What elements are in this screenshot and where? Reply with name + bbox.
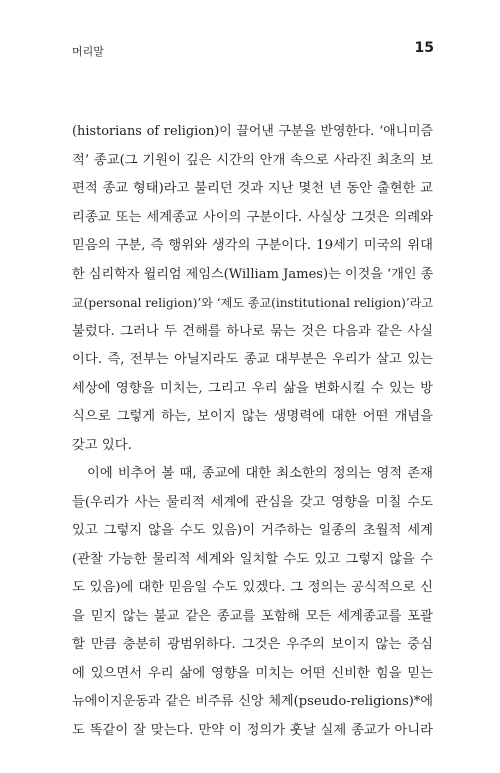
text-line: 한 심리학자 윌리엄 제임스(William James)는 이것을 ‘개인 종: [72, 266, 433, 282]
text-line: 세상에 영향을 미치는, 그리고 우리 삶을 변화시킬 수 있는 방: [72, 380, 433, 396]
text-line: 도 똑같이 잘 맞는다. 만약 이 정의가 훗날 실제 종교가 아니라: [72, 722, 433, 738]
text-line: 뉴에이지운동과 같은 비주류 신앙 체계(pseudo-religions)*에: [72, 694, 433, 709]
text-line: 믿음의 구분, 즉 행위와 생각의 구분이다. 19세기 미국의 위대: [72, 238, 433, 253]
text-line-paragraph-start: 이에 비추어 볼 때, 종교에 대한 최소한의 정의는 영적 존재: [87, 466, 433, 481]
text-line: 리종교 또는 세계종교 사이의 구분이다. 사실상 그것은 의례와: [72, 209, 433, 225]
text-line: 교(personal religion)’와 ‘제도 종교(institutional religion)’라고: [72, 296, 433, 310]
text-line: (historians of religion)이 끌어낸 구분을 반영한다. ‘애니미즘: [72, 124, 433, 139]
text-line-paragraph-end: 갖고 있다.: [72, 437, 132, 453]
text-line: 에 있으면서 우리 삶에 영향을 미치는 어떤 신비한 힘을 믿는: [72, 665, 433, 681]
text-line: 적’ 종교(그 기원이 깊은 시간의 안개 속으로 사라진 최초의 보: [72, 152, 433, 168]
text-line: 도 있음)에 대한 믿음일 수도 있겠다. 그 정의는 공식적으로 신: [72, 580, 433, 595]
text-line: 불렀다. 그러나 두 견해를 하나로 묶는 것은 다음과 같은 사실: [72, 323, 433, 339]
text-line: 들(우리가 사는 물리적 세계에 관심을 갖고 영향을 미칠 수도: [72, 494, 433, 510]
body-text: [72, 118, 433, 745]
text-line: 을 믿지 않는 불교 같은 종교를 포함해 모든 세계종교를 포괄: [72, 608, 433, 624]
text-line: 이다. 즉, 전부는 아닐지라도 종교 대부분은 우리가 살고 있는: [72, 352, 433, 367]
text-line: 편적 종교 형태)라고 불리던 것과 지난 몇천 년 동안 출현한 교: [72, 181, 433, 196]
text-line: 식으로 그렇게 하는, 보이지 않는 생명력에 대한 어떤 개념을: [72, 409, 433, 424]
text-line: 할 만큼 충분히 광범위하다. 그것은 우주의 보이지 않는 중심: [72, 637, 433, 652]
running-head: 머리말: [72, 45, 104, 58]
page-number: 15: [414, 40, 434, 56]
text-line: (관찰 가능한 물리적 세계와 일치할 수도 있고 그렇지 않을 수: [72, 551, 433, 567]
text-line: 있고 그렇지 않을 수도 있음)이 거주하는 일종의 초월적 세계: [72, 523, 433, 538]
